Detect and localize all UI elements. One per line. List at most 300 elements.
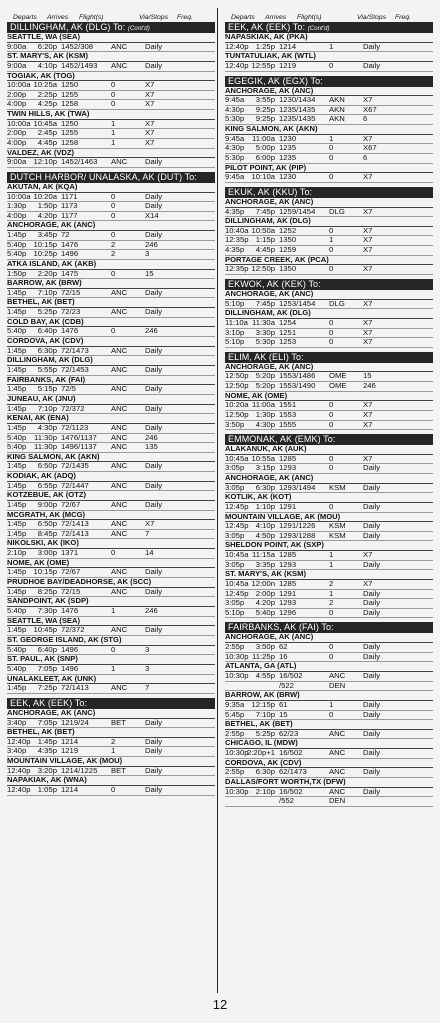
frequency: Daily <box>363 501 381 511</box>
departs-time: 10:00a <box>7 191 31 201</box>
arrives-time <box>245 682 277 691</box>
frequency: Daily <box>363 598 381 608</box>
destination-name: DILLINGHAM, AK (DLG) <box>7 356 215 366</box>
destination-name: ANCHORAGE, AK (ANC) <box>7 221 215 231</box>
frequency: X7 <box>145 128 155 138</box>
via-stops: 0 <box>329 400 334 410</box>
departs-time: 9:00a <box>7 61 27 70</box>
arrives-time: 11:00a <box>252 133 275 143</box>
flight-number: 72/67 <box>61 567 81 577</box>
flight-number: 72 <box>61 230 70 240</box>
frequency: Daily <box>363 767 381 777</box>
departs-time: 2:55p <box>225 728 245 738</box>
header-departs: Departs <box>13 13 37 21</box>
origin-title: EKWOK, AK (KEK) To: <box>228 278 321 289</box>
destination-name: MOUNTAIN VILLAGE, AK (MOU) <box>225 513 433 523</box>
via-stops: 0 <box>329 409 334 419</box>
departs-time: 1:45p <box>7 403 27 413</box>
flight-row <box>225 338 433 348</box>
flight-number: 1291 <box>279 501 297 511</box>
departs-time: 10:45a <box>225 550 249 560</box>
departs-time: 1:45p <box>7 586 27 596</box>
frequency: 14 <box>145 548 154 558</box>
via-stops: ANC <box>329 671 346 681</box>
flight-number: 72/1413 <box>61 519 89 529</box>
frequency: X7 <box>145 89 155 99</box>
arrives-time: 9:25p <box>255 104 275 114</box>
arrives-time: 6:30p <box>255 767 275 777</box>
flight-number: 72/1473 <box>61 345 89 355</box>
arrives-time: 2:20p+1 <box>246 748 275 758</box>
flight-number: 1475 <box>61 268 79 278</box>
frequency: Daily <box>145 625 163 635</box>
departs-time: 9:45a <box>225 95 245 105</box>
frequency: X7 <box>363 400 373 410</box>
departs-time: 5:40p <box>7 326 27 336</box>
arrives-time: 9:25p <box>255 114 275 124</box>
flight-number: 62 <box>279 642 288 652</box>
departs-time: 1:30p <box>7 201 27 211</box>
frequency: Daily <box>145 230 163 240</box>
flight-number: 72/5 <box>61 384 76 394</box>
destination-name: BARROW, AK (BRW) <box>7 279 215 289</box>
arrives-time: 10:15p <box>33 567 57 577</box>
via-stops: ANC <box>111 307 128 317</box>
arrives-time: 5:40p <box>255 607 275 617</box>
flight-number: 1285 <box>279 550 297 560</box>
destination-name: CORDOVA, AK (CDV) <box>7 337 215 347</box>
via-stops: 1 <box>111 663 116 673</box>
arrives-time: 3:35p <box>255 559 275 569</box>
arrives-time: 3:55p <box>255 95 275 105</box>
via-stops: 0 <box>329 317 334 327</box>
frequency: X7 <box>363 235 373 245</box>
arrives-time: 6:55p <box>37 480 57 490</box>
destination-name: ANCHORAGE, AK (ANC) <box>225 474 433 484</box>
flight-number: 1476 <box>61 239 79 249</box>
arrives-time: 4:10p <box>255 521 275 531</box>
frequency: Daily <box>363 671 381 681</box>
arrives-time: 2:20p <box>37 268 57 278</box>
frequency: 246 <box>145 239 158 249</box>
arrives-time: 2:00p <box>255 588 275 598</box>
frequency: X7 <box>363 264 373 274</box>
departs-time: 5:30p <box>225 152 245 162</box>
header-flights: Flight(s) <box>79 13 104 21</box>
via-stops: 0 <box>329 709 334 719</box>
via-stops: 1 <box>111 137 116 147</box>
frequency: Daily <box>363 559 381 569</box>
continued-label: (Cont'd) <box>127 26 150 32</box>
header-arrives: Arrives <box>265 13 287 21</box>
frequency: Daily <box>145 191 163 201</box>
arrives-time: 1:30p <box>255 409 275 419</box>
frequency: X67 <box>363 143 377 153</box>
flight-number: 1230 <box>279 133 297 143</box>
departs-time: 12:45p <box>225 521 249 531</box>
destination-name: ST. PAUL, AK (SNP) <box>7 655 215 665</box>
header-flights: Flight(s) <box>297 13 322 21</box>
arrives-time: 4:20p <box>255 598 275 608</box>
arrives-time: 3:30p <box>255 327 275 337</box>
departs-time: 12:40p <box>225 61 249 70</box>
arrives-time: 11:30a <box>252 317 275 327</box>
flight-number: 1496 <box>61 644 79 654</box>
column-header <box>225 12 433 22</box>
via-stops: 0 <box>329 152 334 162</box>
flight-number: 72/1447 <box>61 480 89 490</box>
flight-row <box>225 62 433 72</box>
frequency: X7 <box>145 80 155 90</box>
frequency: X7 <box>363 172 373 182</box>
origin-section <box>225 622 433 806</box>
departs-time: 9:45a <box>225 172 245 182</box>
flight-number: 1250 <box>61 118 79 128</box>
continued-label: (Cont'd) <box>307 26 330 32</box>
via-stops: 0 <box>111 201 116 211</box>
arrives-time: 11:25p <box>252 651 275 661</box>
departs-time: 3:40p <box>7 717 27 727</box>
departs-time: 1:45p <box>7 287 27 297</box>
right-column <box>225 12 433 811</box>
destination-name: SHELDON POINT, AK (SXP) <box>225 541 433 551</box>
arrives-time: 5:30p <box>255 337 275 347</box>
arrives-time: 1:05p <box>37 785 57 795</box>
destination-name: KING SALMON, AK (AKN) <box>7 453 215 463</box>
via-stops: 2 <box>111 239 116 249</box>
departs-time: 9:35a <box>225 699 245 709</box>
arrives-time: 10:55a <box>251 453 275 463</box>
arrives-time: 4:55p <box>255 671 275 681</box>
frequency: Daily <box>145 717 163 727</box>
departs-time: 12:40p <box>7 736 31 746</box>
frequency: 3 <box>145 663 150 673</box>
flight-number: 72/1413 <box>61 528 89 538</box>
origin-section <box>225 22 433 72</box>
via-stops: 0 <box>111 548 116 558</box>
departs-time <box>225 682 245 691</box>
frequency: X7 <box>363 225 373 235</box>
flight-number: /522 <box>279 680 294 690</box>
flight-number: 1259/1454 <box>279 206 316 216</box>
flight-number: 1177 <box>61 210 78 220</box>
flight-number: 1553/1486 <box>279 371 316 381</box>
flight-number: 1219 <box>61 746 79 756</box>
departs-time: 5:40p <box>7 606 27 616</box>
flight-row <box>7 684 215 694</box>
destination-name: ANCHORAGE, AK (ANC) <box>225 87 433 97</box>
arrives-time: 6:30p <box>37 345 57 355</box>
arrives-time: 4:30p <box>37 422 57 432</box>
via-stops: 0 <box>329 172 334 182</box>
destination-name: SEATTLE, WA (SEA) <box>7 617 215 627</box>
flight-row <box>225 797 433 807</box>
arrives-time: 4:45p <box>255 245 275 255</box>
arrives-time: 2:45p <box>37 128 57 138</box>
departs-time: 3:05p <box>225 559 245 569</box>
page-number: 12 <box>212 997 228 1012</box>
frequency: 3 <box>145 249 150 259</box>
frequency: Daily <box>363 651 381 661</box>
frequency: Daily <box>363 607 381 617</box>
origin-title: EEK, AK (EEK) To: <box>10 697 88 708</box>
destination-name: ANCHORAGE, AK (ANC) <box>7 709 215 719</box>
via-stops: KSM <box>329 530 346 540</box>
departs-time: 12:35p <box>225 235 249 245</box>
flight-number: 1253 <box>279 337 297 347</box>
flight-number: 62/1473 <box>279 767 307 777</box>
arrives-time: 11:30p <box>34 442 57 452</box>
flight-number: 1293 <box>279 598 297 608</box>
arrives-time: 4:35p <box>37 746 57 756</box>
header-via-stops: Via/Stops <box>139 13 168 21</box>
origin-section <box>7 172 215 694</box>
frequency: Daily <box>145 41 163 51</box>
departs-time: 12:40p <box>7 785 31 795</box>
via-stops: 1 <box>111 118 116 128</box>
frequency: Daily <box>145 345 163 355</box>
frequency: Daily <box>145 307 163 317</box>
arrives-time: 4:25p <box>37 99 57 109</box>
frequency: X14 <box>145 210 159 220</box>
departs-time: 4:00p <box>7 99 27 109</box>
via-stops: 0 <box>329 651 334 661</box>
arrives-time: 11:00a <box>252 400 275 410</box>
arrives-time: 5:25p <box>255 728 275 738</box>
via-stops: 2 <box>329 579 334 589</box>
destination-name: AKUTAN, AK (KQA) <box>7 183 215 193</box>
frequency: Daily <box>145 461 163 471</box>
flight-number: 1476/1137 <box>61 432 97 442</box>
via-stops: 0 <box>329 419 334 429</box>
flight-number: 1254 <box>279 317 297 327</box>
arrives-time: 4:20p <box>37 210 57 220</box>
destination-name: NAPASKIAK, AK (PKA) <box>225 33 433 43</box>
arrives-time: 3:15p <box>255 463 275 473</box>
frequency: X7 <box>363 579 373 589</box>
via-stops: 0 <box>111 210 116 220</box>
via-stops: ANC <box>111 683 128 693</box>
frequency: 246 <box>363 381 376 391</box>
arrives-time: 10:25a <box>33 80 57 90</box>
departs-time: 12:50p <box>225 409 249 419</box>
departs-time: 4:30p <box>225 143 245 153</box>
flight-number: 1555 <box>279 419 297 429</box>
frequency: X7 <box>363 298 373 308</box>
arrives-time: 7:10p <box>37 287 57 297</box>
via-stops: 0 <box>111 644 116 654</box>
departs-time: 5:40p <box>7 644 27 654</box>
via-stops: AKN <box>329 95 345 105</box>
arrives-time: 10:15p <box>33 239 57 249</box>
departs-time: 1:45p <box>7 384 27 394</box>
departs-time: 1:45p <box>7 365 27 375</box>
arrives-time: 12:15p <box>251 699 275 709</box>
flight-number: 1255 <box>61 128 79 138</box>
frequency <box>357 682 387 691</box>
arrives-time: 7:05p <box>37 717 57 727</box>
via-stops: 1 <box>329 235 334 245</box>
frequency: Daily <box>145 384 163 394</box>
departs-time: 4:00p <box>7 210 27 220</box>
departs-time: 4:30p <box>225 104 245 114</box>
frequency: Daily <box>145 287 163 297</box>
via-stops: 0 <box>111 785 116 795</box>
origin-title: DUTCH HARBOR/ UNALASKA, AK (DUT) To: <box>10 171 197 182</box>
origin-title: EEK, AK (EEK) To: <box>228 22 306 32</box>
destination-name: PILOT POINT, AK (PIP) <box>225 164 433 174</box>
arrives-time: 10:20a <box>33 191 57 201</box>
frequency: 246 <box>145 432 158 442</box>
frequency: X7 <box>363 409 373 419</box>
arrives-time: 1:50p <box>37 201 57 211</box>
origin-section <box>225 352 433 430</box>
destination-name: PRUDHOE BAY/DEADHORSE, AK (SCC) <box>7 578 215 588</box>
flight-number: 72/1123 <box>61 422 89 432</box>
frequency: Daily <box>145 365 163 375</box>
via-stops: DLG <box>329 298 345 308</box>
departs-time: 1:45p <box>7 307 27 317</box>
arrives-time: 1:15p <box>255 235 275 245</box>
via-stops: 0 <box>329 61 334 70</box>
arrives-time: 7:25p <box>37 683 57 693</box>
arrives-time: 12:00n <box>251 579 275 589</box>
destination-name: KOTLIK, AK (KOT) <box>225 493 433 503</box>
frequency: Daily <box>363 748 381 758</box>
via-stops: 2 <box>111 736 116 746</box>
frequency: 135 <box>145 442 158 452</box>
header-arrives: Arrives <box>47 13 69 21</box>
departs-time: 10:30p <box>225 786 249 796</box>
via-stops: 0 <box>111 80 116 90</box>
departs-time: 5:30p <box>225 114 245 124</box>
via-stops: DEN <box>329 796 346 806</box>
flight-number: 1230/1434 <box>279 95 316 105</box>
frequency: X7 <box>363 245 373 255</box>
destination-name: ST. MARY'S, AK (KSM) <box>225 570 433 580</box>
via-stops: ANC <box>111 365 128 375</box>
via-stops: ANC <box>111 422 128 432</box>
origin-section <box>225 187 433 275</box>
arrives-time: 7:05p <box>37 663 57 673</box>
departs-time: 12:50p <box>225 371 249 381</box>
origin-title: EGEGIK, AK (EGX) To: <box>228 75 323 86</box>
destination-name: ANCHORAGE, AK (ANC) <box>225 290 433 300</box>
destination-name: TWIN HILLS, AK (TWA) <box>7 110 215 120</box>
origin-title: ELIM, AK (ELI) To: <box>228 351 304 362</box>
departs-time: 3:50p <box>225 419 245 429</box>
arrives-time: 2:25p <box>37 89 57 99</box>
via-stops: KSM <box>329 482 346 492</box>
flight-row <box>7 158 215 168</box>
frequency: X7 <box>363 327 373 337</box>
frequency: X7 <box>363 419 373 429</box>
frequency: Daily <box>363 463 381 473</box>
via-stops: 0 <box>111 99 116 109</box>
via-stops: 0 <box>111 268 116 278</box>
arrives-time: 6:00p <box>255 152 275 162</box>
flight-number: 1285 <box>279 453 297 463</box>
flight-number: 1452/308 <box>61 41 94 51</box>
flight-number: 1258 <box>61 99 79 109</box>
flight-number: 1235 <box>279 143 297 153</box>
via-stops: ANC <box>111 586 128 596</box>
origin-section <box>225 279 433 348</box>
frequency: Daily <box>145 785 163 795</box>
departs-time: 3:05p <box>225 530 245 540</box>
via-stops: ANC <box>111 567 128 577</box>
destination-name: ATLANTA, GA (ATL) <box>225 662 433 672</box>
arrives-time: 7:30p <box>37 606 57 616</box>
arrives-time: 9:00p <box>37 499 57 509</box>
flight-number: 1219 <box>279 61 297 70</box>
destination-name: ANCHORAGE, AK (ANC) <box>225 633 433 643</box>
frequency: Daily <box>363 699 381 709</box>
destination-name: MCGRATH, AK (MCG) <box>7 511 215 521</box>
arrives-time: 12:10p <box>33 157 57 167</box>
destination-name: KING SALMON, AK (AKN) <box>225 125 433 135</box>
departs-time: 4:35p <box>225 206 245 216</box>
flight-number: 72/15 <box>61 586 81 596</box>
departs-time: 5:40p <box>7 249 27 259</box>
flight-row <box>225 265 433 275</box>
frequency: Daily <box>145 403 163 413</box>
arrives-time: 1:45p <box>37 736 57 746</box>
via-stops: ANC <box>111 403 128 413</box>
via-stops: 2 <box>111 249 116 259</box>
arrives-time: 7:45p <box>255 298 275 308</box>
departs-time: 4:00p <box>7 137 27 147</box>
flight-number: 1173 <box>61 201 78 211</box>
flight-number: 1293 <box>279 559 297 569</box>
frequency: Daily <box>363 709 381 719</box>
frequency: X7 <box>363 95 373 105</box>
flight-number: 72/372 <box>61 403 85 413</box>
frequency: X67 <box>363 104 377 114</box>
via-stops: ANC <box>111 157 128 167</box>
arrives-time: 4:45p <box>37 137 57 147</box>
arrives-time: 6:50p <box>37 519 57 529</box>
arrives-time: 10:45p <box>33 625 57 635</box>
via-stops: 1 <box>111 128 116 138</box>
frequency: X7 <box>363 337 373 347</box>
arrives-time: 6:40p <box>37 644 57 654</box>
via-stops: ANC <box>111 625 128 635</box>
flight-number: 1214 <box>61 785 79 795</box>
flight-number: 1293/1494 <box>279 482 316 492</box>
arrives-time: 7:45p <box>255 206 275 216</box>
flight-row <box>225 421 433 431</box>
frequency: 6 <box>363 152 368 162</box>
arrives-time: 7:10p <box>255 709 275 719</box>
destination-name: ST. GEORGE ISLAND, AK (STG) <box>7 636 215 646</box>
flight-number: 72/372 <box>61 625 85 635</box>
departs-time: 5:40p <box>7 663 27 673</box>
origin-section <box>225 434 433 618</box>
flight-number: 1371 <box>61 548 79 558</box>
frequency: X7 <box>145 99 155 109</box>
via-stops: 1 <box>329 41 334 51</box>
destination-name: KENAI, AK (ENA) <box>7 414 215 424</box>
flight-number: 1285 <box>279 579 297 589</box>
arrives-time: 4:10p <box>37 61 57 70</box>
departs-time: 3:10p <box>225 327 245 337</box>
arrives-time: 6:40p <box>37 326 57 336</box>
departs-time: 2:00p <box>7 89 27 99</box>
destination-name: VALDEZ, AK (VDZ) <box>7 149 215 159</box>
flight-number: 1214 <box>61 736 79 746</box>
departs-time: 10:20a <box>225 400 249 410</box>
